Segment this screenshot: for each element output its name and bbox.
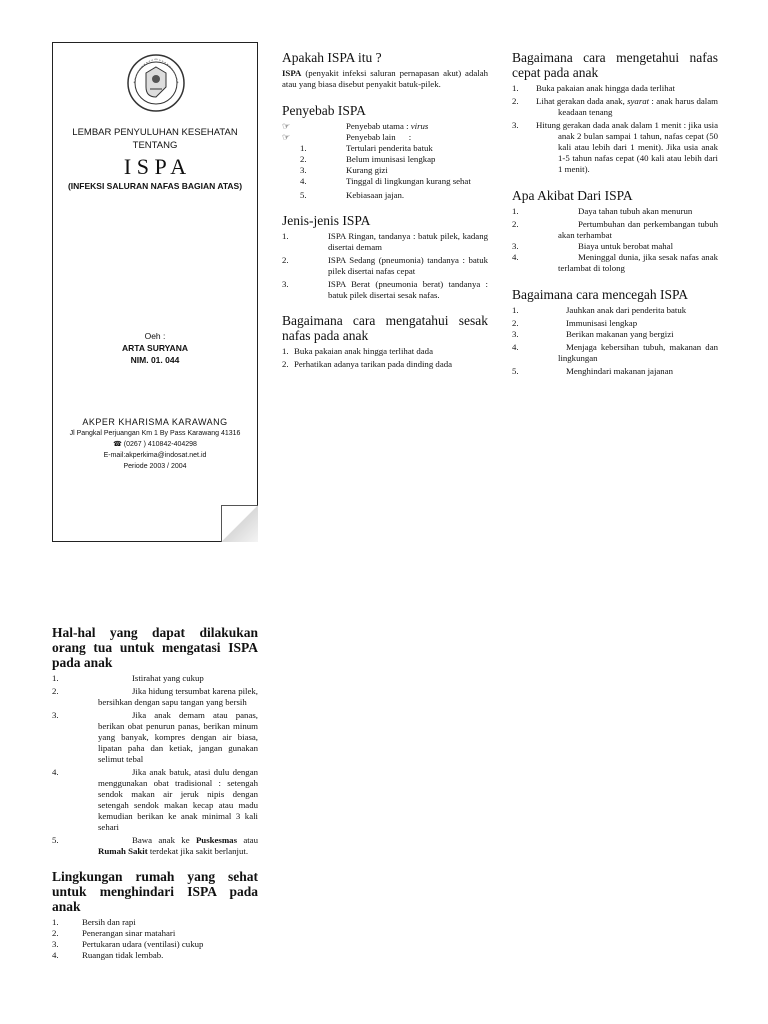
term-ispa: ISPA (282, 68, 302, 78)
section-nafas-cepat (512, 50, 718, 175)
jenis-list (282, 231, 488, 301)
column-right (512, 50, 718, 377)
list-item: 3. ISPA Berat (pneumonia berat) tandanya : batuk pilek disertai sesak nafas. (282, 279, 488, 300)
list-item: 2. ISPA Sedang (pneumonia) tandanya : batuk pilek disertai nafas cepat (282, 255, 488, 276)
section-halhal (52, 625, 258, 857)
list-item: 3. Berikan makanan yang bergizi (512, 329, 674, 339)
cover-title: I S P A (123, 154, 187, 179)
list-item: 4. Ruangan tidak lembab. (52, 950, 164, 960)
list-item: 2. Penerangan sinar matahari (52, 928, 176, 938)
section-apakah (282, 50, 488, 90)
list-item: 2. Pertumbuhan dan perkembangan tubuh akan terhambat (512, 219, 718, 240)
apakah-paragraph (282, 68, 488, 90)
list-item: 2. Immunisasi lengkap (512, 318, 638, 328)
penyebab-list (300, 143, 488, 201)
institution-address: Jl Pangkal Perjuangan Km 1 By Pass Karawang 41316 (69, 430, 241, 437)
phone-number: (0267 ) 410842-404298 (123, 441, 197, 448)
heading-nafas-cepat: Bagaimana cara mengetahui nafas cepat pada anak (512, 50, 718, 80)
lingkungan-list (52, 917, 258, 961)
cover-heading2: TENTANG (132, 140, 178, 151)
mencegah-list (512, 305, 718, 377)
list-item: 5. Kebiasaan jajan. (300, 190, 405, 200)
heading-mencegah: Bagaimana cara mencegah ISPA (512, 287, 689, 302)
list-item: 4. Meninggal dunia, jika sesak nafas anak terlambat di tolong (512, 252, 718, 273)
halhal-list (52, 673, 258, 857)
column-middle (282, 50, 488, 370)
phone-icon: ☎ (113, 441, 122, 448)
puskesmas-text: Puskesmas (195, 835, 237, 845)
list-item: 2. Belum imunisasi lengkap (300, 154, 436, 164)
heading-lingkungan: Lingkungan rumah yang sehat untuk menghindari ISPA pada anak (52, 869, 258, 914)
heading-halhal: Hal-hal yang dapat dilakukan orang tua untuk mengatasi ISPA pada anak (52, 625, 258, 670)
institution-email: E-mail:akperkima@indosat.net.id (103, 452, 207, 459)
section-akibat (512, 188, 718, 274)
list-item: 1. Istirahat yang cukup (52, 673, 204, 683)
list-item: 1. Buka pakaian anak hingga dada terlihat (512, 83, 675, 93)
akibat-list (512, 206, 718, 274)
author-name: ARTA SURYANA (122, 343, 188, 353)
pointing-hand-icon: ☞ (282, 132, 290, 142)
penyebab-lain: ☞ Penyebab lain : (282, 132, 412, 142)
list-item: 3. Hitung gerakan dada anak dalam 1 menit : jika usia anak 2 bulan sampai 1 tahun, nafas cepat (50 kali atau lebih dari 1 menit). Jika usia anak 1-5 tahun nafas cepat (40 kali atau lebih dari 1 menit). (512, 120, 718, 174)
list-item: 4. Menjaga kebersihan tubuh, makanan dan lingkungan (512, 342, 718, 363)
institution-seal-icon (126, 53, 186, 113)
heading-akibat: Apa Akibat Dari ISPA (512, 188, 633, 203)
section-lingkungan (52, 869, 258, 961)
folded-corner (221, 505, 258, 542)
list-item: 1. Bersih dan rapi (52, 917, 136, 927)
list-item: 2. Lihat gerakan dada anak, syarat : anak harus dalam keadaan tenang (512, 96, 718, 117)
cover-panel (52, 42, 258, 542)
section-mencegah (512, 287, 718, 377)
institution-name: AKPER KHARISMA KARAWANG (82, 417, 228, 427)
heading-apakah: Apakah ISPA itu ? (282, 50, 382, 65)
nafas-cepat-list (512, 83, 718, 175)
cover-subtitle: (INFEKSI SALURAN NAFAS BAGIAN ATAS) (67, 181, 243, 191)
list-item: 3. Jika anak demam atau panas, berikan obat penurun panas, berikan minum yang banyak, kompres dengan air biasa, lipatan paha dan ketiak, jangan gunakan selimut tebal (52, 710, 258, 764)
section-sesak (282, 313, 488, 370)
cover-heading1: LEMBAR PENYULUHAN KESEHATAN (72, 127, 238, 138)
institution-phone (53, 440, 257, 450)
heading-jenis: Jenis-jenis ISPA (282, 213, 371, 228)
list-item: 2. Jika hidung tersumbat karena pilek, bersihkan dengan sapu tangan yang bersih (52, 686, 258, 707)
author-nim: NIM. 01. 044 (130, 355, 180, 365)
period: Periode 2003 / 2004 (123, 463, 187, 470)
section-penyebab (282, 103, 488, 201)
by-label: Oeh : (144, 331, 166, 341)
list-item: 4. Jika anak batuk, atasi dulu dengan menggunakan obat tradisional : setengah sendok makan air jeruk nipis dengan setengah sendok makan kecap atau madu kemudian berikan ke anak minimal 3 kali sehari (52, 767, 258, 832)
list-item: 3. Kurang gizi (300, 165, 388, 175)
list-item: 1. Jauhkan anak dari penderita batuk (512, 305, 687, 315)
section-jenis (282, 213, 488, 301)
list-item: 5. Bawa anak ke Puskesmas atau Rumah Sakit terdekat jika sakit berlanjut. (52, 835, 258, 856)
list-item: 5. Menghindari makanan jajanan (512, 366, 673, 376)
penyebab-utama: ☞ Penyebab utama : virus (282, 121, 429, 131)
list-item: 3. Biaya untuk berobat mahal (512, 241, 674, 251)
list-item: 3. Pertukaran udara (ventilasi) cukup (52, 939, 204, 949)
column-bottom-left (52, 625, 258, 961)
heading-sesak: Bagaimana cara mengatahui sesak nafas pada anak (282, 313, 488, 343)
sesak-list (282, 346, 488, 370)
penyebab-utama-value: virus (410, 121, 429, 131)
list-item: 4. Tinggal di lingkungan kurang sehat (300, 176, 471, 186)
list-item: 2. Perhatikan adanya tarikan pada dinding dada (282, 359, 453, 369)
list-item: 1. Buka pakaian anak hingga terlihat dada (282, 346, 433, 356)
list-item: 1. Daya tahan tubuh akan menurun (512, 206, 693, 216)
apakah-text: (penyakit infeksi saluran pernapasan akut) adalah atau yang biasa disebut penyakit batuk-pilek. (282, 68, 489, 89)
pointing-hand-icon: ☞ (282, 121, 290, 131)
rumah-sakit-text: Rumah Sakit (98, 846, 148, 856)
heading-penyebab: Penyebab ISPA (282, 103, 366, 118)
list-item: 1. Tertulari penderita batuk (300, 143, 433, 153)
list-item: 1. ISPA Ringan, tandanya : batuk pilek, kadang disertai demam (282, 231, 488, 252)
